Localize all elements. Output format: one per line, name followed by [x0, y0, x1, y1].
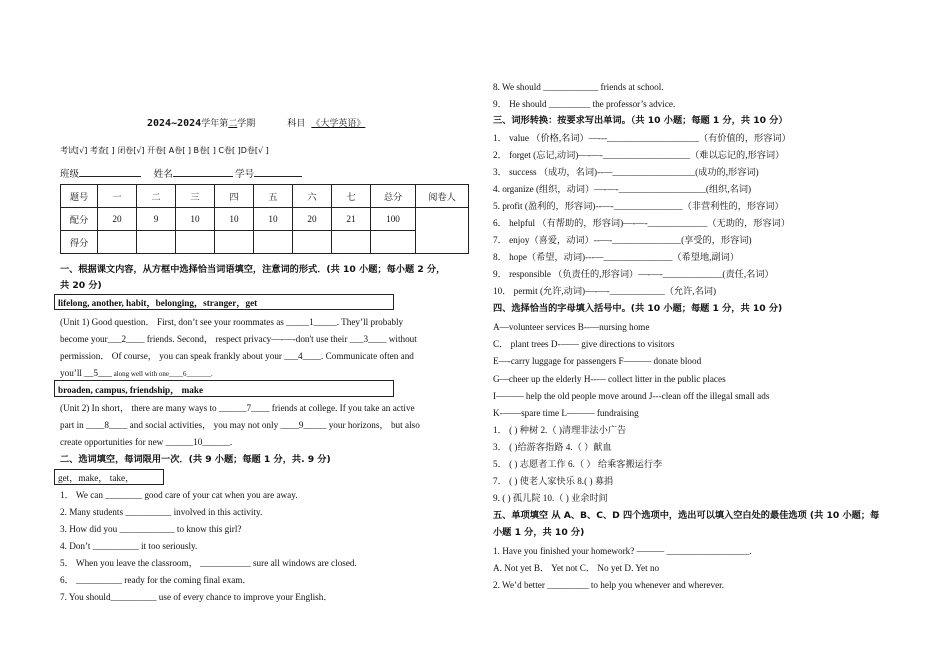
- points-cell: 10: [254, 208, 293, 231]
- section-3-title: 三、词形转换：按要求写出单词。（共 10 小题；每题 1 分，共 10 分）: [493, 115, 788, 126]
- unit2-line-2: part in ____8____ and social activities， you may not only ____9_____ your horizons， but also: [60, 420, 420, 430]
- section-1-title-b: 共 20 分): [60, 280, 102, 291]
- s3-item-8: 8． hope（希望，动词)---—_______________（希望地,副词）: [493, 252, 740, 262]
- exam-header: [147, 118, 365, 130]
- id-label: 学号: [235, 170, 255, 180]
- s4-item-row-4: 7． ( ) 使老人家快乐 8.( ) 募捐: [493, 476, 614, 486]
- col-header: 总分: [371, 185, 416, 208]
- s2-item-3: 3. How did you ____________ to know this girl?: [60, 524, 242, 534]
- s3-item-4: 4. organize (组织，动词）—-—-___________________(组织,名词): [493, 184, 752, 194]
- s4-item-row-3: 5． ( ) 志愿者工作 6.（ ） 给乘客搬运行李: [493, 459, 663, 469]
- term-text: 学年第: [201, 119, 229, 129]
- score-cell[interactable]: [293, 231, 332, 254]
- s2-item-2: 2. Many students __________ involved in this activity.: [60, 507, 263, 517]
- s4-option-6: K-——spare time L——— fundraising: [493, 408, 639, 418]
- score-cell[interactable]: [176, 231, 215, 254]
- s3-item-10: 10． permit (允许,动词)—-—-____________（允许,名词): [493, 286, 717, 296]
- score-cell[interactable]: [98, 231, 137, 254]
- score-cell[interactable]: [332, 231, 371, 254]
- s3-item-2: 2． forget (忘记,动词)—-—-___________________（难以忘记的,形容词）: [493, 150, 785, 160]
- class-label: 班级: [60, 170, 80, 180]
- subject-label: 科目: [287, 119, 306, 129]
- s4-item-row-5: 9. ( ) 孤儿院 10.（ ) 业余时间: [493, 493, 608, 503]
- unit2-line-3: create opportunities for new ______10______.: [60, 437, 233, 447]
- class-field[interactable]: [79, 167, 141, 177]
- score-cell[interactable]: [137, 231, 176, 254]
- points-cell: 21: [332, 208, 371, 231]
- score-table: [60, 184, 469, 254]
- col-header: 二: [137, 185, 176, 208]
- name-label: 姓名: [153, 170, 173, 180]
- term-num: 二: [228, 119, 238, 129]
- points-cell: 100: [371, 208, 416, 231]
- unit2-line-1: (Unit 2) In short， there are many ways to ______7____ friends at college. If you take an active: [60, 403, 415, 413]
- reviewer-cell[interactable]: [416, 208, 469, 254]
- s3-item-7: 7． enjoy（喜爱，动词）--—-_______________(享受的，形容词): [493, 235, 752, 245]
- section-2-title: 二、选词填空，每词限用一次．(共 9 小题；每题 1 分，共. 9 分): [60, 454, 331, 465]
- section-5-title-a: 五、单项填空 从 A、B、C、D 四个选项中，选出可以填入空白处的最佳选项 (共 10 小题；每: [493, 510, 880, 521]
- term-unit: 学期: [237, 119, 256, 129]
- score-row-earned: [61, 231, 469, 254]
- s2-item-4: 4. Don’t __________ it too seriously.: [60, 541, 198, 551]
- s2-item-6: 6． __________ ready for the coming final exam．: [60, 575, 252, 585]
- reviewer-label: 阅卷人: [416, 185, 469, 208]
- score-cell[interactable]: [371, 231, 416, 254]
- s2-item-1: 1． We can ________ good care of your cat when you are away.: [60, 490, 298, 500]
- row-label: 配分: [61, 208, 98, 231]
- word-box-3-text: get，make， take，: [58, 473, 135, 483]
- col-header: 五: [254, 185, 293, 208]
- s2-item-9: 9． He should _________ the professor’s advice.: [493, 99, 676, 109]
- name-field[interactable]: [173, 167, 233, 177]
- points-cell: 9: [137, 208, 176, 231]
- score-row-points: [61, 208, 469, 231]
- unit1-line-4b: along well with one____6_______.: [111, 370, 213, 378]
- s5-item-1-options: A. Not yet B． Yet not C． No yet D. Yet no: [493, 563, 660, 573]
- unit1-line-3: permission． Of course， you can speak frankly about your ___4____. Communicate often and: [60, 351, 414, 361]
- unit1-line-2: become your___2____ friends. Second， respect privacy—-—-don't use their ___3____ without: [60, 334, 417, 344]
- unit1-line-1: (Unit 1) Good question． First, don’t see your roommates as _____1_____. They’ll probably: [60, 317, 404, 327]
- section-5-title-b: 小题 1 分，共 10 分): [493, 527, 585, 538]
- score-row-number: [61, 185, 469, 208]
- unit1-line-4: [60, 367, 213, 380]
- section-1-title-a: 一、根据课文内容，从方框中选择恰当词语填空，注意词的形式．(共 10 小题；每小题 2 分，: [60, 264, 446, 275]
- score-cell[interactable]: [254, 231, 293, 254]
- s3-item-3: 3． success （成功，名词)--—__________________(成功的,形容词): [493, 167, 759, 177]
- points-cell: 10: [176, 208, 215, 231]
- unit1-line-4a: you’ll __5___: [60, 368, 112, 378]
- row-label: 得分: [61, 231, 98, 254]
- s4-option-2: C． plant trees D-—— give directions to visitors: [493, 339, 675, 349]
- word-box-1-text: lifelong, another, habit，belonging，stranger，get: [58, 298, 258, 308]
- id-field[interactable]: [254, 167, 302, 177]
- col-header: 三: [176, 185, 215, 208]
- s4-item-row-1: 1． ( ) 种树 2.（ )清理非法小广告: [493, 425, 627, 435]
- points-cell: 20: [293, 208, 332, 231]
- s4-option-1: A—volunteer services B--—nursing home: [493, 322, 650, 332]
- s3-item-9: 9． responsible （负责任的,形容词）—-—-_____________(责任,名词）: [493, 269, 774, 279]
- score-cell[interactable]: [215, 231, 254, 254]
- section-4-title: 四、选择恰当的字母填入括号中。(共 10 小题；每题 1 分，共 10 分): [493, 303, 783, 314]
- year: 2024~2024: [147, 118, 202, 129]
- s3-item-1: 1． value （价格,名词）—---____________________（有价值的，形容词）: [493, 133, 791, 143]
- s4-option-5: I——— help the old people move around J---clean off the illegal small ads: [493, 391, 770, 401]
- col-header: 六: [293, 185, 332, 208]
- s2-item-5: 5． When you leave the classroom， ___________ sure all windows are closed.: [60, 558, 357, 568]
- points-cell: 20: [98, 208, 137, 231]
- exam-type-line: 考试[√] 考查[ ] 闭卷[√] 开卷[ A卷[ ] B卷[ ] C卷[ ]D卷[√ ]: [60, 146, 269, 155]
- s2-item-8: 8. We should ____________ friends at school.: [493, 82, 664, 92]
- s4-option-4: G—cheer up the elderly H--— collect litter in the public places: [493, 374, 726, 384]
- s3-item-5: 5. profit (盈利的，形容词)--—-_______________（非营利性的，形容词）: [493, 201, 784, 211]
- student-info: [60, 167, 302, 181]
- subject: 《大学英语》: [311, 119, 366, 129]
- col-header: 七: [332, 185, 371, 208]
- col-header: 一: [98, 185, 137, 208]
- s2-item-7: 7. You should__________ use of every chance to improve your English．: [60, 592, 333, 602]
- s3-item-6: 6． helpful （有帮助的，形容词)—-—-_____________（无助的，形容词）: [493, 218, 791, 228]
- word-box-2-text: broaden, campus, friendship， make: [58, 385, 204, 395]
- s4-option-3: E—-carry luggage for passengers F——— donate blood: [493, 356, 702, 366]
- s4-item-row-2: 3． ( )给游客指路 4.（ ）献血: [493, 442, 612, 452]
- s5-item-1: 1. Have you finished your homework? ——— __________________.: [493, 546, 752, 556]
- points-cell: 10: [215, 208, 254, 231]
- s5-item-2: 2. We’d better _________ to help you whenever and wherever.: [493, 580, 725, 590]
- col-header: 四: [215, 185, 254, 208]
- row-label: 题号: [61, 185, 98, 208]
